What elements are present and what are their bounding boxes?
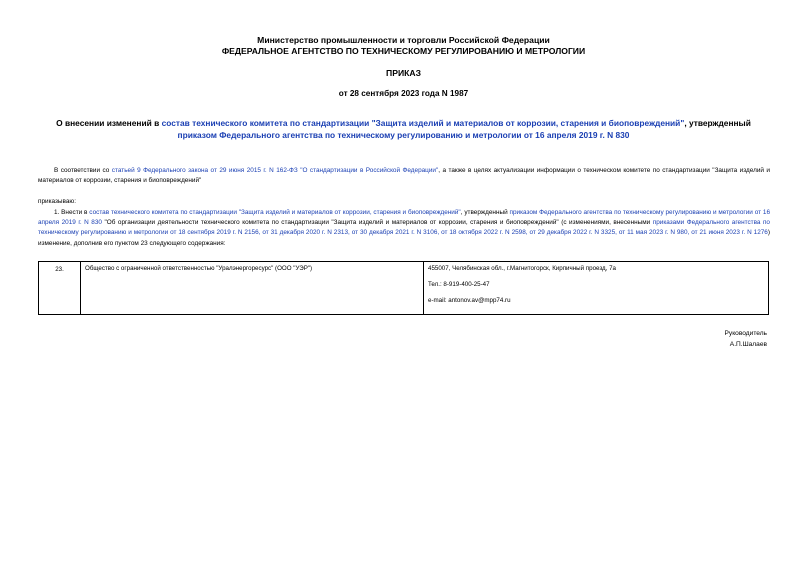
- signature-position: Руководитель: [724, 330, 767, 337]
- paragraph-text: ) изменение, дополнив его пунктом 23 следующего содержания:: [38, 229, 770, 247]
- title-text: О внесении изменений в: [56, 118, 162, 128]
- organization-name: Общество с ограниченной ответственностью "Уралэнергоресурс" (ООО "УЭР"): [81, 262, 424, 315]
- email: e-mail: antonov.av@mpp74.ru: [428, 297, 511, 304]
- document-date-number: от 28 сентября 2023 года N 1987: [338, 89, 469, 98]
- committee-composition-link[interactable]: состав технического комитета по стандартизации "Защита изделий и материалов от коррозии, старения и биоповреждений": [89, 209, 461, 216]
- paragraph-text: , а также в целях актуализации информации о техническом комитете по стандартизации "Защита изделий и материалов от коррозии, старения и биоповреждений": [38, 167, 770, 185]
- paragraph-text: , утвержденный: [460, 209, 510, 216]
- paragraph-text: 1. Внести в: [54, 209, 90, 216]
- title-text: , утвержденный: [684, 118, 751, 128]
- paragraph-item-1: [38, 208, 770, 249]
- contact-info: [424, 262, 769, 315]
- ministry-name: Министерство промышленности и торговли Российской Федерации: [257, 35, 550, 45]
- federal-law-link[interactable]: статьей 9 Федерального закона от 29 июня 2015 г. N 162-ФЗ "О стандартизации в Российской Федерации": [111, 167, 439, 174]
- amending-orders-link[interactable]: приказами Федерального агентства по техническому регулированию и метрологии от 18 сентября 2019 г. N 2156, от 31 декабря 2020 г. N 2313, от 30 декабря 2021 г. N 3106, от 18 октября 2022 г. N 2598, от 29 декабря 2022 г. N 3325, от 11 мая 2023 г. N 980, от 21 июня 2023 г. N 1276: [38, 219, 770, 237]
- document-title: [0, 117, 807, 141]
- paragraph-text: "Об организации деятельности технического комитета по стандартизации "Защита изделий и материалов от коррозии, старения и биоповреждений" (с изменениями, внесенными: [101, 219, 653, 227]
- phone: Тел.: 8-919-400-25-47: [428, 281, 490, 288]
- title-committee-link[interactable]: состав технического комитета по стандартизации "Защита изделий и материалов от коррозии, старения и биоповреждений": [161, 118, 685, 128]
- address: 455007, Челябинская обл., г.Магнитогорск, Кирпичный проезд, 7а: [428, 265, 616, 272]
- paragraph-basis: [38, 166, 770, 186]
- composition-table: [38, 261, 769, 315]
- order-830-link[interactable]: приказом Федерального агентства по техническому регулированию и метрологии от 16 апреля 2019 г. N 830: [38, 209, 771, 227]
- table-row: [39, 262, 769, 315]
- agency-name: ФЕДЕРАЛЬНОЕ АГЕНТСТВО ПО ТЕХНИЧЕСКОМУ РЕГУЛИРОВАНИЮ И МЕТРОЛОГИИ: [221, 46, 586, 56]
- paragraph-order-word: приказываю:: [38, 198, 76, 205]
- document-type: ПРИКАЗ: [386, 68, 421, 78]
- paragraph-text: В соответствии со: [54, 167, 112, 174]
- row-number: 23.: [39, 262, 81, 315]
- title-order-link[interactable]: приказом Федерального агентства по техническому регулированию и метрологии от 16 апреля 2019 г. N 830: [177, 130, 630, 140]
- signature-name: А.П.Шалаев: [729, 341, 767, 348]
